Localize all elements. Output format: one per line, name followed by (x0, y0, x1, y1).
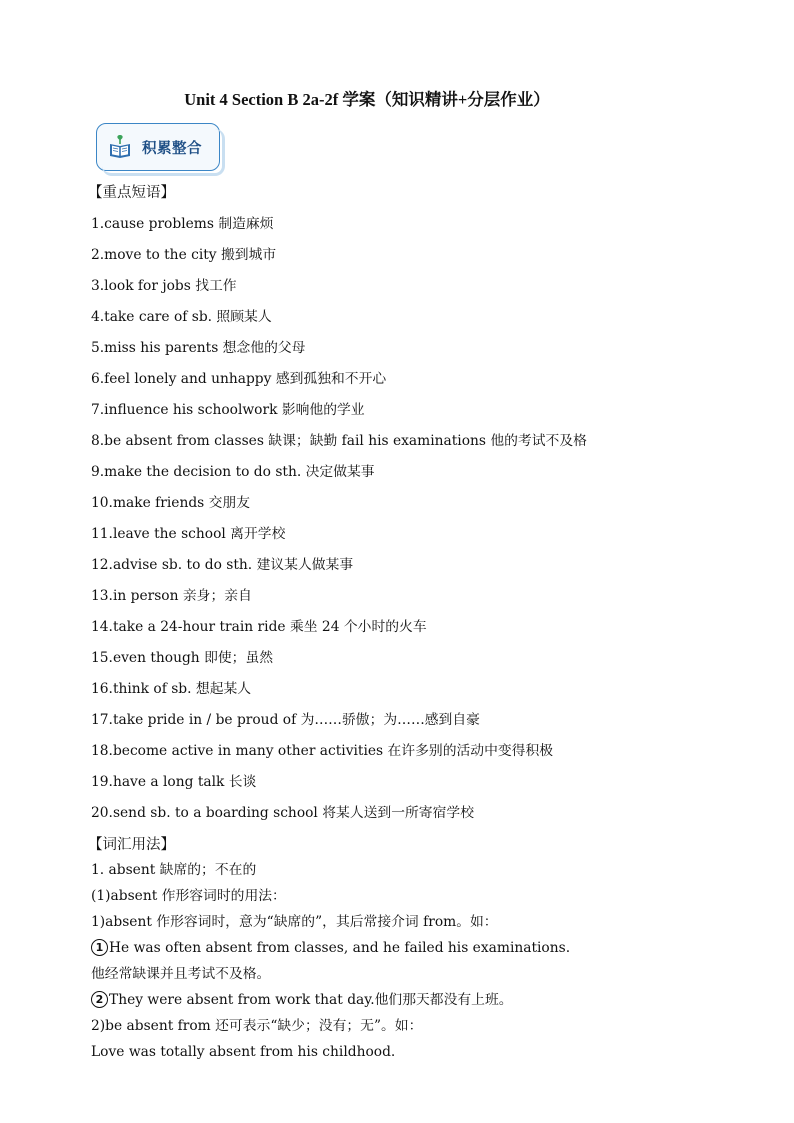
phrase-list (91, 210, 587, 830)
phrase-item: 11.leave the school 离开学校 (91, 526, 286, 542)
example-number-2: 2 (91, 991, 108, 1008)
phrase-item: 19.have a long talk 长谈 (91, 774, 257, 790)
phrase-item: 7.influence his schoolwork 影响他的学业 (91, 402, 365, 418)
phrase-item: 6.feel lonely and unhappy 感到孤独和不开心 (91, 371, 387, 387)
example-line (91, 988, 570, 1014)
usage-line: 1)absent 作形容词时，意为“缺席的”，其后常接介词 from。如： (91, 914, 498, 930)
phrase-item: 9.make the decision to do sth. 决定做某事 (91, 464, 375, 480)
page-title: Unit 4 Section B 2a-2f 学案（知识精讲+分层作业） (184, 90, 550, 109)
usage-line: (1)absent 作形容词时的用法： (91, 888, 286, 904)
phrase-item: 10.make friends 交朋友 (91, 495, 251, 511)
phrase-item: 8.be absent from classes 缺课；缺勤 fail his examinations 他的考试不及格 (91, 433, 587, 449)
usage-line: Love was totally absent from his childhood. (91, 1044, 396, 1060)
example-number-1: 1 (91, 939, 108, 956)
example-english: He was often absent from classes, and he failed his examinations. (109, 940, 571, 956)
badge-label: 积累整合 (142, 141, 202, 157)
phrase-item: 17.take pride in / be proud of 为……骄傲；为……感到自豪 (91, 712, 480, 728)
phrase-item: 5.miss his parents 想念他的父母 (91, 340, 306, 356)
phrase-item: 1.cause problems 制造麻烦 (91, 216, 274, 232)
phrase-item: 14.take a 24-hour train ride 乘坐 24 个小时的火车 (91, 619, 427, 635)
phrase-item: 13.in person 亲身；亲自 (91, 588, 252, 604)
phrase-item: 4.take care of sb. 照顾某人 (91, 309, 272, 325)
phrase-item: 12.advise sb. to do sth. 建议某人做某事 (91, 557, 354, 573)
usage-block (91, 858, 570, 1066)
section-badge (96, 123, 220, 171)
phrase-item: 2.move to the city 搬到城市 (91, 247, 277, 263)
usage-line: 1. absent 缺席的；不在的 (91, 862, 257, 878)
example-line (91, 936, 570, 962)
phrase-item: 18.become active in many other activities 在许多别的活动中变得积极 (91, 743, 554, 759)
book-plant-icon (108, 133, 132, 159)
section-heading-phrases: 【重点短语】 (88, 185, 175, 201)
phrase-item: 16.think of sb. 想起某人 (91, 681, 252, 697)
phrase-item: 15.even though 即使；虽然 (91, 650, 274, 666)
section-heading-usage: 【词汇用法】 (88, 837, 175, 853)
phrase-item: 20.send sb. to a boarding school 将某人送到一所寄宿学校 (91, 805, 474, 821)
example-text: They were absent from work that day.他们那天都没有上班。 (109, 992, 513, 1008)
phrase-item: 3.look for jobs 找工作 (91, 278, 237, 294)
usage-line: 2)be absent from 还可表示“缺少；没有；无”。如： (91, 1018, 423, 1034)
example-translation: 他经常缺课并且考试不及格。 (91, 966, 271, 982)
